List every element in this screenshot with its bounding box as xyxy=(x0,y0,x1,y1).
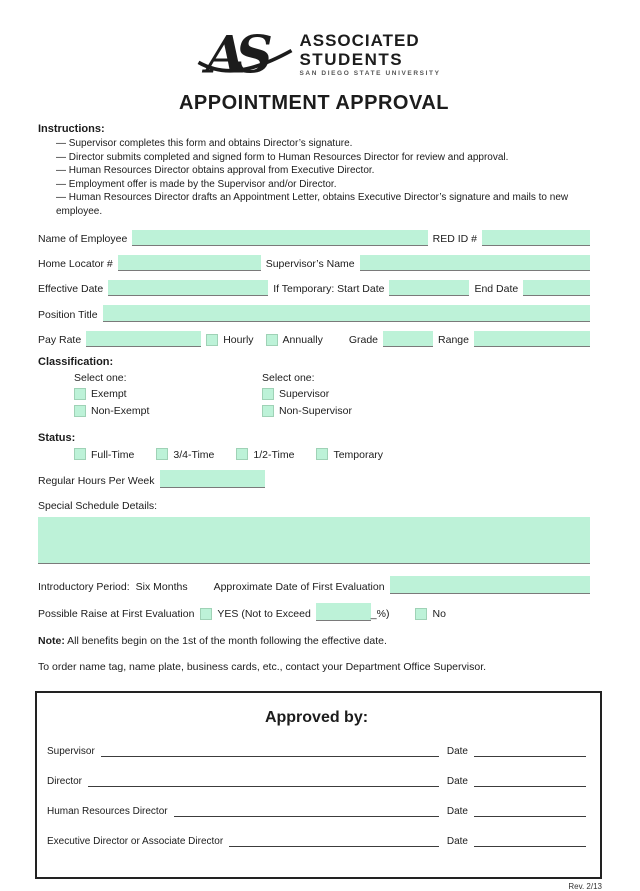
regular-hours-label: Regular Hours Per Week xyxy=(38,475,155,487)
annually-label: Annually xyxy=(282,334,323,346)
supervisor-date-label: Date xyxy=(446,746,468,757)
supervisor-option xyxy=(262,388,450,400)
signature-row-executive-director xyxy=(47,834,586,847)
row-pay-rate xyxy=(38,331,590,347)
half-time-label: 1/2-Time xyxy=(253,448,295,461)
supervisors-name-label: Supervisor’s Name xyxy=(265,258,355,270)
temporary-option xyxy=(316,448,383,461)
director-date-label: Date xyxy=(446,776,468,787)
supervisors-name-field[interactable] xyxy=(360,255,590,271)
hourly-checkbox[interactable] xyxy=(206,334,218,346)
executive-director-sign-label: Executive Director or Associate Director xyxy=(47,836,224,847)
row-regular-hours xyxy=(38,470,590,488)
instruction-item: — Human Resources Director obtains approval from Executive Director. xyxy=(56,165,375,176)
special-schedule-field[interactable] xyxy=(38,517,590,564)
instructions xyxy=(38,123,590,218)
supervisor-sign-label: Supervisor xyxy=(47,746,95,757)
temporary-label: Temporary xyxy=(333,448,384,461)
supervisor-checkbox[interactable] xyxy=(262,388,274,400)
non-supervisor-label: Non-Supervisor xyxy=(279,405,352,417)
home-locator-label: Home Locator # xyxy=(38,258,113,270)
executive-director-signature-line[interactable] xyxy=(229,834,439,847)
three-quarter-time-option xyxy=(156,448,214,461)
effective-date-field[interactable] xyxy=(108,280,268,296)
pay-rate-label: Pay Rate xyxy=(38,334,82,346)
hr-director-signature-line[interactable] xyxy=(174,804,439,817)
note-bold: Note: xyxy=(38,635,65,647)
introductory-period-label: Introductory Period: xyxy=(38,581,130,593)
special-schedule-label: Special Schedule Details: xyxy=(38,500,158,512)
raise-no-checkbox[interactable] xyxy=(415,608,427,620)
red-id-label: RED ID # xyxy=(432,233,477,245)
introductory-period-value: Six Months xyxy=(135,581,188,593)
if-temporary-start-label: If Temporary: Start Date xyxy=(273,283,385,295)
supervisor-date-line[interactable] xyxy=(474,744,586,757)
end-date-field[interactable] xyxy=(523,280,590,296)
signature-row-supervisor xyxy=(47,744,586,757)
executive-director-date-line[interactable] xyxy=(474,834,586,847)
instruction-item: — Supervisor completes this form and obtains Director’s signature. xyxy=(56,138,353,149)
revision-label: Rev. 2/13 xyxy=(568,882,602,891)
raise-no-label: No xyxy=(432,608,446,620)
grade-field[interactable] xyxy=(383,331,433,347)
non-exempt-checkbox[interactable] xyxy=(74,405,86,417)
raise-percent-field[interactable] xyxy=(316,603,371,621)
three-quarter-time-label: 3/4-Time xyxy=(173,448,215,461)
non-supervisor-checkbox[interactable] xyxy=(262,405,274,417)
brand-subline: SAN DIEGO STATE UNIVERSITY xyxy=(299,70,441,78)
row-employee xyxy=(38,230,590,246)
non-exempt-option xyxy=(74,405,262,417)
row-locator-supervisor xyxy=(38,255,590,271)
exempt-checkbox[interactable] xyxy=(74,388,86,400)
signature-row-hr-director xyxy=(47,804,586,817)
instruction-item: — Director submits completed and signed form to Human Resources Director for review and approval. xyxy=(56,151,509,163)
instruction-item: — Employment offer is made by the Supervisor and/or Director. xyxy=(56,178,337,190)
annually-checkbox[interactable] xyxy=(266,334,278,346)
order-note: To order name tag, name plate, business cards, etc., contact your Department Office Supervisor. xyxy=(38,661,487,673)
half-time-option xyxy=(236,448,294,461)
classification-columns xyxy=(74,372,590,422)
row-possible-raise xyxy=(38,603,590,621)
position-title-field[interactable] xyxy=(103,305,590,322)
exempt-option xyxy=(74,388,262,400)
select-one-label: Select one: xyxy=(262,372,315,384)
as-monogram-logo xyxy=(197,24,293,86)
raise-yes-label: YES (Not to Exceed xyxy=(217,608,311,620)
home-locator-field[interactable] xyxy=(118,255,261,271)
full-time-checkbox[interactable] xyxy=(74,448,86,460)
name-of-employee-label: Name of Employee xyxy=(38,233,128,245)
note-text: All benefits begin on the 1st of the month following the effective date. xyxy=(64,635,387,647)
row-position-title xyxy=(38,305,590,322)
classification-heading: Classification: xyxy=(38,356,114,368)
classification-col-supervisor xyxy=(262,372,450,422)
raise-percent-suffix: _%) xyxy=(370,608,390,620)
range-label: Range xyxy=(438,334,469,346)
non-exempt-label: Non-Exempt xyxy=(91,405,150,417)
select-one-label: Select one: xyxy=(74,372,127,384)
first-evaluation-field[interactable] xyxy=(390,576,590,594)
director-signature-line[interactable] xyxy=(88,774,439,787)
position-title-label: Position Title xyxy=(38,309,98,321)
temporary-checkbox[interactable] xyxy=(316,448,328,460)
supervisor-label: Supervisor xyxy=(279,388,330,400)
red-id-field[interactable] xyxy=(482,230,590,246)
half-time-checkbox[interactable] xyxy=(236,448,248,460)
instruction-item: — Human Resources Director drafts an Appointment Letter, obtains Executive Director’s signature and mails to new employee. xyxy=(56,192,569,217)
brand-line2: STUDENTS xyxy=(299,50,404,70)
approved-by-box xyxy=(35,691,602,879)
page-title: APPOINTMENT APPROVAL xyxy=(178,92,449,114)
full-time-label: Full-Time xyxy=(91,448,135,461)
supervisor-signature-line[interactable] xyxy=(101,744,439,757)
grade-label: Grade xyxy=(348,334,379,346)
hr-director-date-line[interactable] xyxy=(474,804,586,817)
status-options xyxy=(74,448,590,461)
status-heading: Status: xyxy=(38,432,76,444)
brand-line1: ASSOCIATED xyxy=(299,31,420,51)
director-sign-label: Director xyxy=(47,776,83,787)
executive-director-date-label: Date xyxy=(446,836,468,847)
full-time-option xyxy=(74,448,134,461)
three-quarter-time-checkbox[interactable] xyxy=(156,448,168,460)
row-introductory xyxy=(38,576,590,594)
monogram-letters: AS xyxy=(206,24,264,86)
benefits-note xyxy=(38,635,590,647)
row-dates xyxy=(38,280,590,296)
range-field[interactable] xyxy=(474,331,590,347)
approved-by-heading: Approved by: xyxy=(264,709,369,726)
name-of-employee-field[interactable] xyxy=(132,230,427,246)
signature-row-director xyxy=(47,774,586,787)
classification-col-exempt xyxy=(74,372,262,422)
raise-yes-checkbox[interactable] xyxy=(200,608,212,620)
hourly-label: Hourly xyxy=(223,334,254,346)
effective-date-label: Effective Date xyxy=(38,283,104,295)
regular-hours-field[interactable] xyxy=(160,470,265,488)
director-date-line[interactable] xyxy=(474,774,586,787)
brand-text xyxy=(299,32,440,78)
brand-header xyxy=(38,24,600,86)
row-special-schedule-label xyxy=(38,500,590,513)
pay-rate-field[interactable] xyxy=(86,331,201,347)
hr-director-sign-label: Human Resources Director xyxy=(47,806,168,817)
end-date-label: End Date xyxy=(474,283,519,295)
exempt-label: Exempt xyxy=(91,388,127,400)
possible-raise-label: Possible Raise at First Evaluation xyxy=(38,608,195,620)
first-evaluation-label: Approximate Date of First Evaluation xyxy=(213,581,385,593)
non-supervisor-option xyxy=(262,405,450,417)
hr-director-date-label: Date xyxy=(446,806,468,817)
instructions-heading: Instructions: xyxy=(38,123,105,135)
start-date-field[interactable] xyxy=(389,280,469,296)
